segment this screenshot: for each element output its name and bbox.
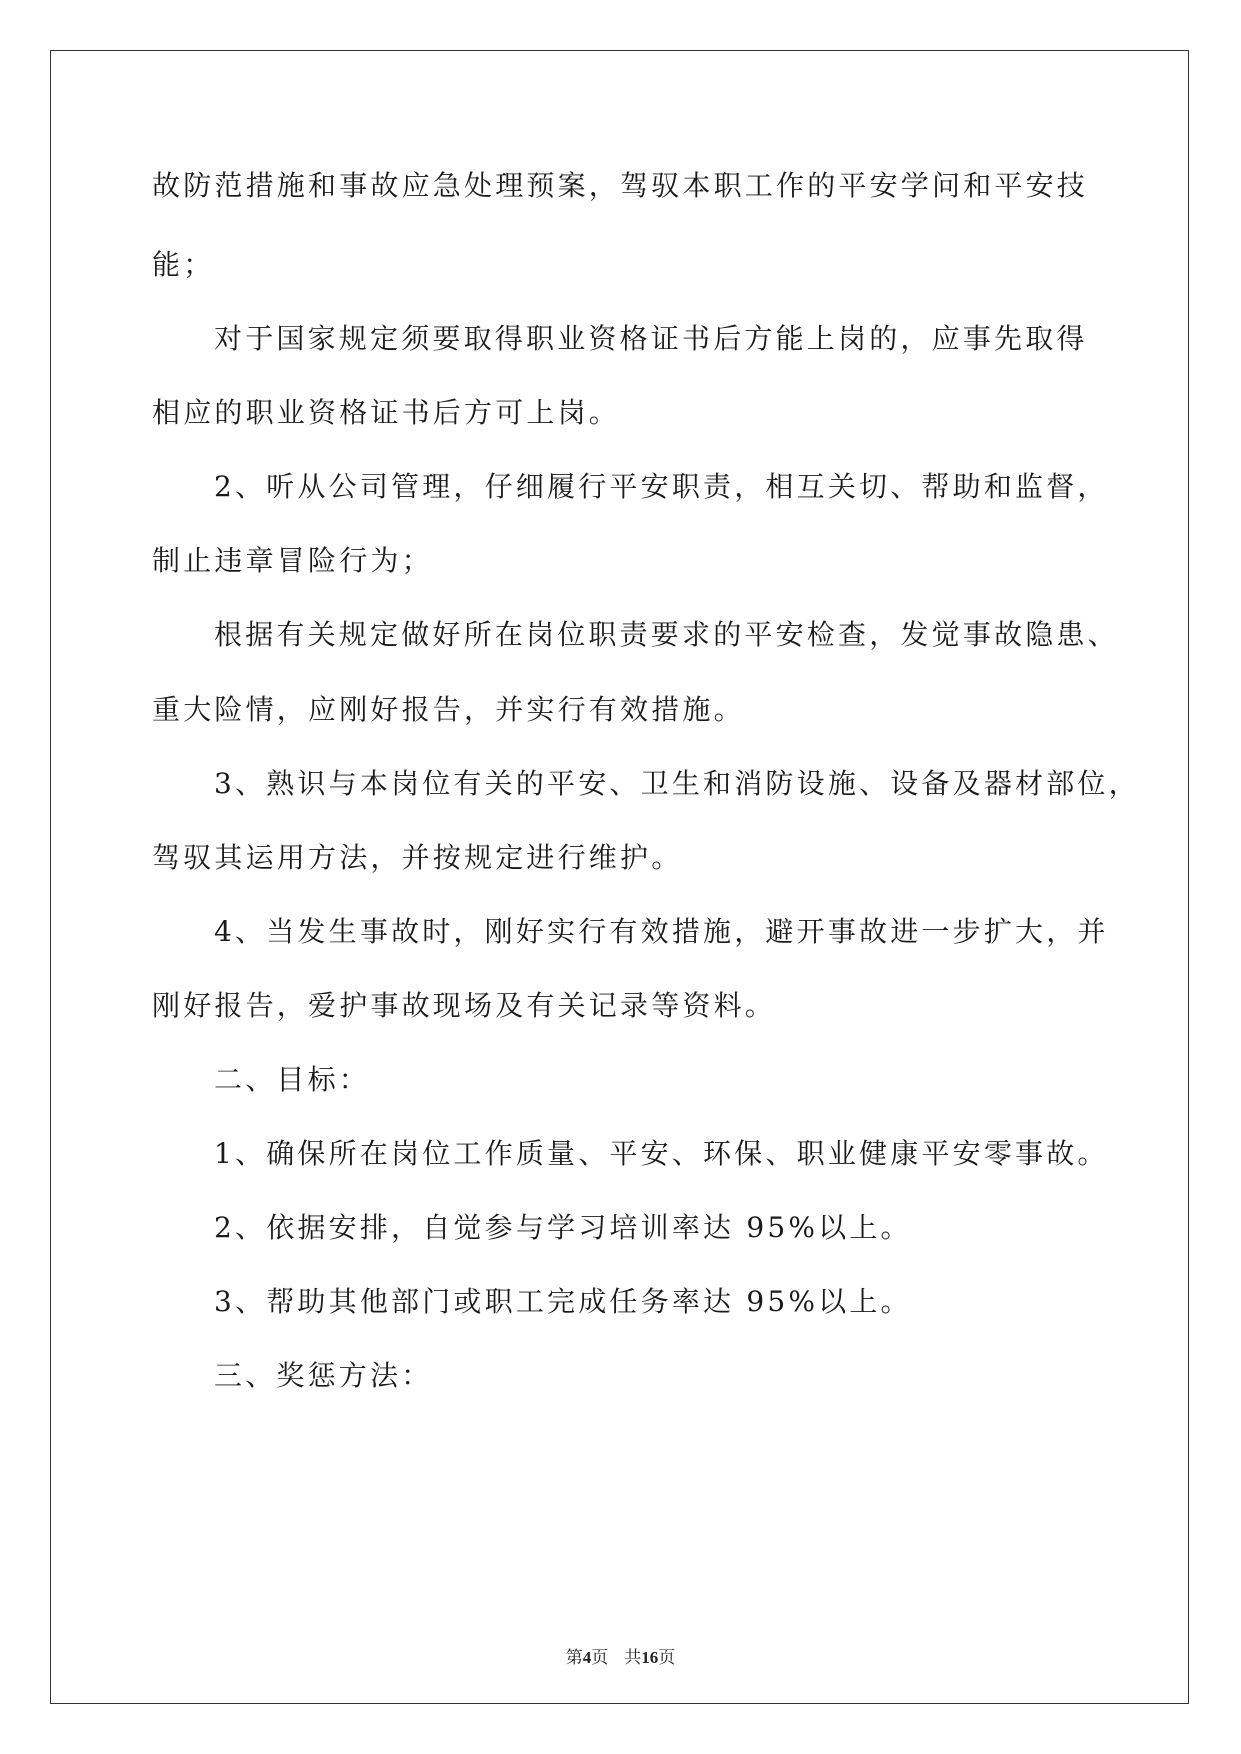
section-heading: 二、目标： <box>214 1063 371 1096</box>
total-suffix: 页 <box>658 1648 676 1667</box>
text-line: 制止违章冒险行为； <box>152 544 433 577</box>
section-heading: 三、奖惩方法： <box>214 1359 433 1392</box>
list-item: 3、帮助其他部门或职工完成任务率达 95%以上。 <box>214 1285 912 1318</box>
page-total: 16 <box>641 1648 659 1667</box>
list-item: 1、确保所在岗位工作质量、平安、环保、职业健康平安零事故。 <box>214 1137 1109 1170</box>
page-prefix: 第 <box>565 1648 583 1667</box>
paragraph-start: 对于国家规定须要取得职业资格证书后方能上岗的，应事先取得 <box>214 322 1088 355</box>
page-footer <box>0 1643 1241 1668</box>
paragraph-start: 4、当发生事故时，刚好实行有效措施，避开事故进一步扩大，并 <box>214 915 1109 948</box>
text-line: 驾驭其运用方法，并按规定进行维护。 <box>152 841 683 874</box>
text-line: 刚好报告，爱护事故现场及有关记录等资料。 <box>152 989 777 1022</box>
page-suffix: 页 <box>591 1648 609 1667</box>
list-item: 2、依据安排，自觉参与学习培训率达 95%以上。 <box>214 1211 912 1244</box>
text-line: 能； <box>152 248 215 281</box>
paragraph-start: 根据有关规定做好所在岗位职责要求的平安检查，发觉事故隐患、 <box>214 618 1119 651</box>
page-current: 4 <box>582 1648 592 1667</box>
paragraph-start: 3、熟识与本岗位有关的平安、卫生和消防设施、设备及器材部位， <box>214 767 1140 800</box>
text-line: 相应的职业资格证书后方可上岗。 <box>152 396 621 429</box>
paragraph-start: 2、听从公司管理，仔细履行平安职责，相互关切、帮助和监督， <box>214 470 1109 503</box>
text-line: 重大险情，应刚好报告，并实行有效措施。 <box>152 693 745 726</box>
text-line: 故防范措施和事故应急处理预案，驾驭本职工作的平安学问和平安技 <box>152 169 1089 202</box>
total-prefix: 共 <box>624 1648 642 1667</box>
